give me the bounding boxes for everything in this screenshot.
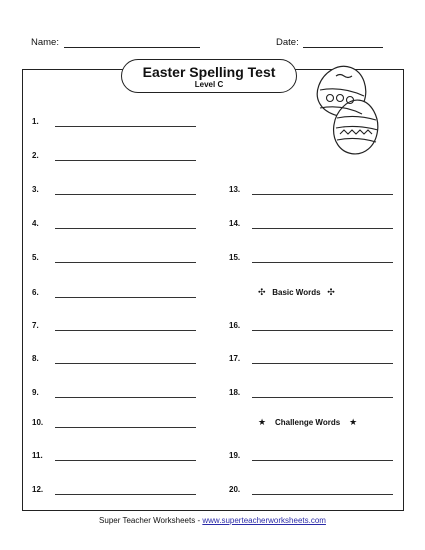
name-blank[interactable] [64, 38, 200, 48]
item-number: 12. [32, 485, 44, 494]
item-number: 16. [229, 321, 241, 330]
answer-line[interactable] [55, 194, 196, 195]
easter-eggs-icon [306, 64, 386, 160]
item-number: 17. [229, 354, 241, 363]
item-number: 9. [32, 388, 39, 397]
item-number: 13. [229, 185, 241, 194]
basic-words-heading [258, 287, 335, 298]
name-label: Name: [31, 37, 59, 48]
item-number: 3. [32, 185, 39, 194]
answer-line[interactable] [252, 460, 393, 461]
answer-line[interactable] [252, 494, 393, 495]
footer-link[interactable]: www.superteacherworksheets.com [202, 516, 326, 525]
date-field [276, 37, 383, 48]
level-subtitle: Level C [194, 80, 224, 89]
item-number: 4. [32, 219, 39, 228]
challenge-words-label: Challenge Words [274, 418, 341, 427]
star-icon: ★ [349, 417, 358, 427]
answer-line[interactable] [252, 228, 393, 229]
answer-line[interactable] [252, 262, 393, 263]
item-number: 14. [229, 219, 241, 228]
item-number: 1. [32, 117, 39, 126]
footer [0, 516, 425, 525]
answer-line[interactable] [55, 494, 196, 495]
date-label: Date: [276, 37, 299, 48]
answer-line[interactable] [252, 330, 393, 331]
star-icon: ★ [258, 417, 267, 427]
item-number: 18. [229, 388, 241, 397]
item-number: 6. [32, 288, 39, 297]
diamond-icon: ✣ [258, 287, 266, 297]
answer-line[interactable] [55, 160, 196, 161]
answer-line[interactable] [55, 262, 196, 263]
item-number: 8. [32, 354, 39, 363]
answer-line[interactable] [55, 427, 196, 428]
page-title: Easter Spelling Test [142, 64, 276, 80]
answer-line[interactable] [55, 397, 196, 398]
item-number: 20. [229, 485, 241, 494]
item-number: 10. [32, 418, 44, 427]
item-number: 11. [32, 451, 43, 460]
answer-line[interactable] [252, 194, 393, 195]
item-number: 2. [32, 151, 39, 160]
answer-line[interactable] [252, 397, 393, 398]
title-banner [121, 59, 297, 93]
answer-line[interactable] [252, 363, 393, 364]
item-number: 7. [32, 321, 39, 330]
date-blank[interactable] [303, 38, 383, 48]
item-number: 5. [32, 253, 39, 262]
diamond-icon: ✣ [327, 287, 335, 297]
answer-line[interactable] [55, 126, 196, 127]
answer-line[interactable] [55, 363, 196, 364]
challenge-words-heading [258, 417, 357, 428]
answer-line[interactable] [55, 460, 196, 461]
name-field [31, 37, 200, 48]
item-number: 19. [229, 451, 241, 460]
footer-text: Super Teacher Worksheets - [99, 516, 203, 525]
item-number: 15. [229, 253, 241, 262]
basic-words-label: Basic Words [272, 288, 321, 297]
answer-line[interactable] [55, 297, 196, 298]
answer-line[interactable] [55, 330, 196, 331]
answer-line[interactable] [55, 228, 196, 229]
